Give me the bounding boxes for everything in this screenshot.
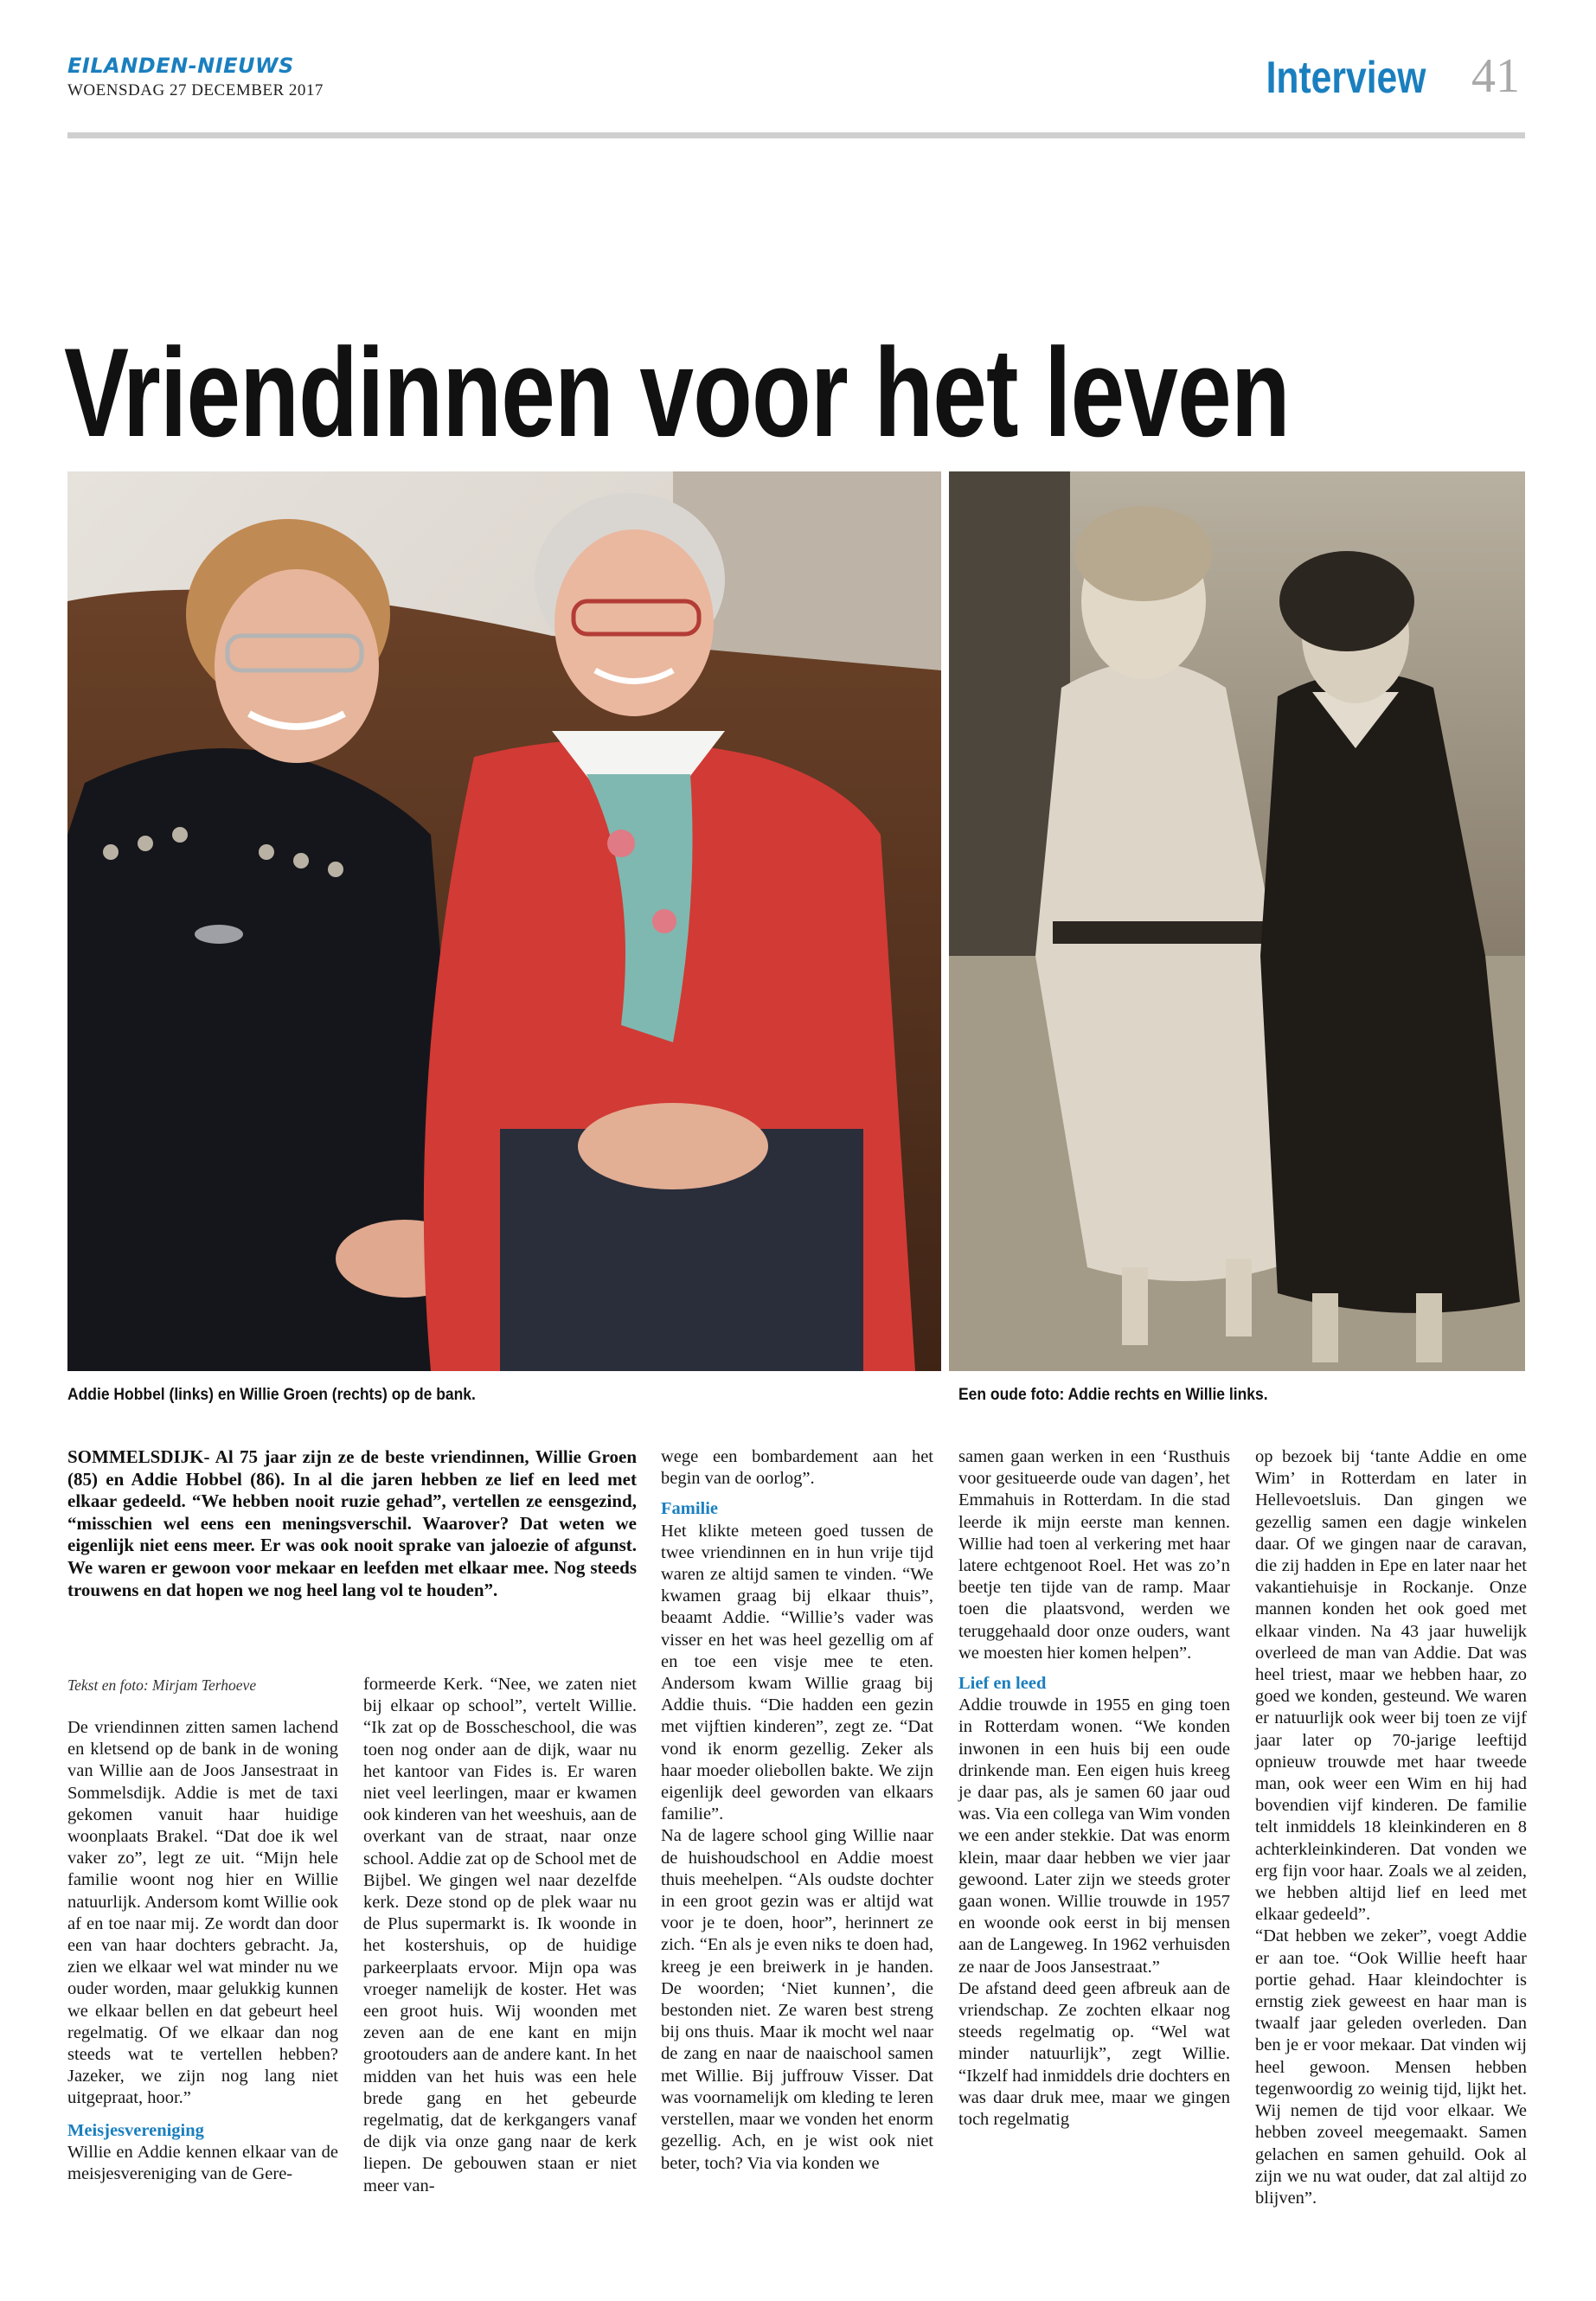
column-4 — [958, 1446, 1230, 2131]
page-number: 41 — [1471, 49, 1520, 103]
subheading-meisjesvereniging: Meisjesvereniging — [67, 2120, 204, 2140]
paragraph: samen gaan werken in een ‘Rusthuis voor gesitueerde oude van dagen’, het Emmahuis in Rotterdam. In die stad leerde ik mijn eerste man kennen. Willie had toen al verkering met haar latere echtgenoot Roel. Het was zo’n beetje ten tijde van de ramp. Maar toen die plaatsvond, werden we teruggehaald door onze ouders, want we moesten hier komen helpen”. — [958, 1447, 1230, 1663]
photo-friends-couch — [67, 471, 941, 1371]
paragraph: formeerde Kerk. “Nee, we zaten niet bij elkaar op school”, vertelt Willie. “Ik zat op de Bosscheschool, die was toen nog onder aan de dijk, waar nu het kantoor van Fides is. Er waren niet veel leerlingen, maar er kwamen ook kinderen van het weeshuis, aan de overkant van de straat, naar onze school. Addie zat op de School met de Bijbel. We gingen wel naar dezelfde kerk. Deze stond op de plek waar nu de Plus supermarkt is. Ik woonde in het kostershuis, op de huidige parkeerplaats ervoor. Mijn opa was vroeger namelijk de koster. Het was een groot huis. Wij woonden met zeven aan de ene kant en mijn grootouders aan de andere kant. In het midden van het huis was een hele brede gang en het gebeurde regelmatig, dat de kerkgangers vanaf de dijk via onze gang naar de kerk liepen. De gebouwen staan er niet meer van- — [363, 1675, 637, 2195]
paragraph: De afstand deed geen afbreuk aan de vriendschap. Ze zochten elkaar nog steeds regelmatig op. “Wel wat minder natuurlijk”, zegt Willie. “Ikzelf had inmiddels drie dochters en was daar druk mee, maar we gingen toch regelmatig — [958, 1978, 1230, 2130]
masthead — [67, 54, 324, 100]
paragraph: “Dat hebben we zeker”, voegt Addie er aan toe. “Ook Willie heeft haar portie gehad. Haar kleindochter is ernstig ziek geweest en haar man is twaalf jaar geleden overleden. Dan ben je er voor mekaar. Dat vinden wij heel gewoon. Mensen hebben tegenwoordig zo weinig tijd, lijkt het. Wij nemen de tijd voor elkaar. We hebben zoveel meegemaakt. Samen gelachen en samen gehuild. Ook al zijn we nu wat ouder, dat zal altijd zo blijven”. — [1255, 1926, 1527, 2208]
headline: Vriendinnen voor het leven — [64, 322, 1290, 463]
brand-logo: EILANDEN-NIEUWS — [67, 54, 294, 78]
section-label: Interview — [1266, 53, 1426, 103]
column-2 — [363, 1674, 637, 2197]
caption-right: Een oude foto: Addie rechts en Willie links. — [958, 1386, 1268, 1404]
column-1 — [67, 1717, 338, 2185]
paragraph: Willie en Addie kennen elkaar van de meisjesvereniging van de Gere- — [67, 2142, 338, 2184]
issue-date: WOENSDAG 27 DECEMBER 2017 — [67, 81, 324, 99]
column-3 — [661, 1446, 933, 2175]
paragraph: Addie trouwde in 1955 en ging toen in Rotterdam wonen. “We konden inwonen in een huis bij een oude drinkende man. Een eigen huis kreeg je daar pas, als je samen 60 jaar oud was. Via een collega van Wim vonden we een ander stekkie. Dat was enorm klein, maar daar hebben we vier jaar gewoond. Later zijn we steeds groter gaan wonen. Willie trouwde in 1957 en woonde ook eerst in bij mensen aan de Langeweg. In 1962 verhuisden ze naar de Joos Jansestraat.” — [958, 1695, 1230, 1977]
header-rule — [67, 132, 1525, 138]
paragraph: De vriendinnen zitten samen lachend en kletsend op de bank in de woning van Willie aan de Joos Jansestraat in Sommelsdijk. Addie is met de taxi gekomen vanuit haar huidige woonplaats Brakel. “Dat doe ik wel vaker zo”, legt ze uit. “Mijn hele familie woont nog hier en Willie natuurlijk. Andersom komt Willie ook af en toe naar mij. Ze wordt dan door een van haar dochters gebracht. Ja, zien we elkaar wel wat minder nu we ouder worden, maar gelukkig kunnen we elkaar bellen en dat gebeurt heel regelmatig. Of we elkaar dan nog steeds wat te vertellen hebben? Jazeker, we zijn nog lang niet uitgepraat, hoor.” — [67, 1718, 338, 2108]
subheading-familie: Familie — [661, 1499, 719, 1519]
subheading-lief-en-leed: Lief en leed — [958, 1674, 1047, 1694]
column-5 — [1255, 1446, 1527, 2209]
intro-lead: SOMMELSDIJK- Al 75 jaar zijn ze de beste vriendinnen, Willie Groen (85) en Addie Hobbel (86). In al die jaren hebben ze lief en leed met elkaar gedeeld. “We hebben nooit ruzie gehad”, vertellen ze eensgezind, “misschien wel eens een meningsverschil. Waarover? Dat weten we eigenlijk niet eens meer. Er was ook nooit sprake van jaloezie of afgunst. We waren er gewoon voor mekaar en leefden met elkaar mee. Nog steeds trouwens en dat hopen we nog heel lang vol te houden”. — [67, 1446, 637, 1600]
paragraph: Na de lagere school ging Willie naar de huishoudschool en Addie moest thuis meehelpen. “Als oudste dochter in een groot gezin was er altijd wat voor je te doen, hoor”, herinnert ze zich. “En als je even niks te doen had, kreeg je een breiwerk in je handen. De woorden; ‘Niet kunnen’, die bestonden niet. Ze waren best streng bij ons thuis. Maar ik mocht wel naar de zang en naar de naaischool samen met Willie. Bij juffrouw Visser. Dat was voornamelijk om kleding te leren verstellen, maar we vonden het enorm gezellig. Ach, en je wist ook niet beter, toch? Via via konden we — [661, 1826, 933, 2173]
photo-credit: Tekst en foto: Mirjam Terhoeve — [67, 1676, 257, 1694]
photo-old-sepia — [949, 471, 1525, 1371]
paragraph: op bezoek bij ‘tante Addie en ome Wim’ in Rotterdam en later in Hellevoetsluis. Dan gingen we gezellig samen een dagje winkelen daar. Of we gingen naar de caravan, die zij hadden in Epe en later naar het vakantiehuisje in Rockanje. Onze mannen konden het ook goed met elkaar vinden. Na 43 jaar huwelijk overleed de man van Addie. Dat was heel triest, maar we hebben haar, zo goed we konden, gesteund. We waren er natuurlijk ook weer bij toen ze vijf jaar later op 70-jarige leeftijd opnieuw trouwde met haar tweede man, ook weer een Wim en hij had bovendien vijf kinderen. De familie telt inmiddels 18 kleinkinderen en 8 achterkleinkinderen. Dat vonden we erg fijn voor haar. Zoals we al zeiden, we hebben altijd lief en leed met elkaar gedeeld”. — [1255, 1447, 1527, 1925]
caption-left: Addie Hobbel (links) en Willie Groen (rechts) op de bank. — [67, 1386, 476, 1404]
paragraph: wege een bombardement aan het begin van de oorlog”. — [661, 1447, 933, 1489]
paragraph: Het klikte meteen goed tussen de twee vriendinnen en in hun vrije tijd waren ze altijd samen te vinden. “We kwamen graag bij elkaar thuis”, beaamt Addie. “Willie’s vader was visser en het was heel gezellig om af en toe een visje mee te eten. Andersom kwam Willie graag bij Addie thuis. “Die hadden een gezin met vijftien kinderen”, zegt ze. “Dat vond ik enorm gezellig. Zeker als haar moeder oliebollen bakte. We zijn eigenlijk deel geworden van elkaars familie”. — [661, 1521, 933, 1824]
